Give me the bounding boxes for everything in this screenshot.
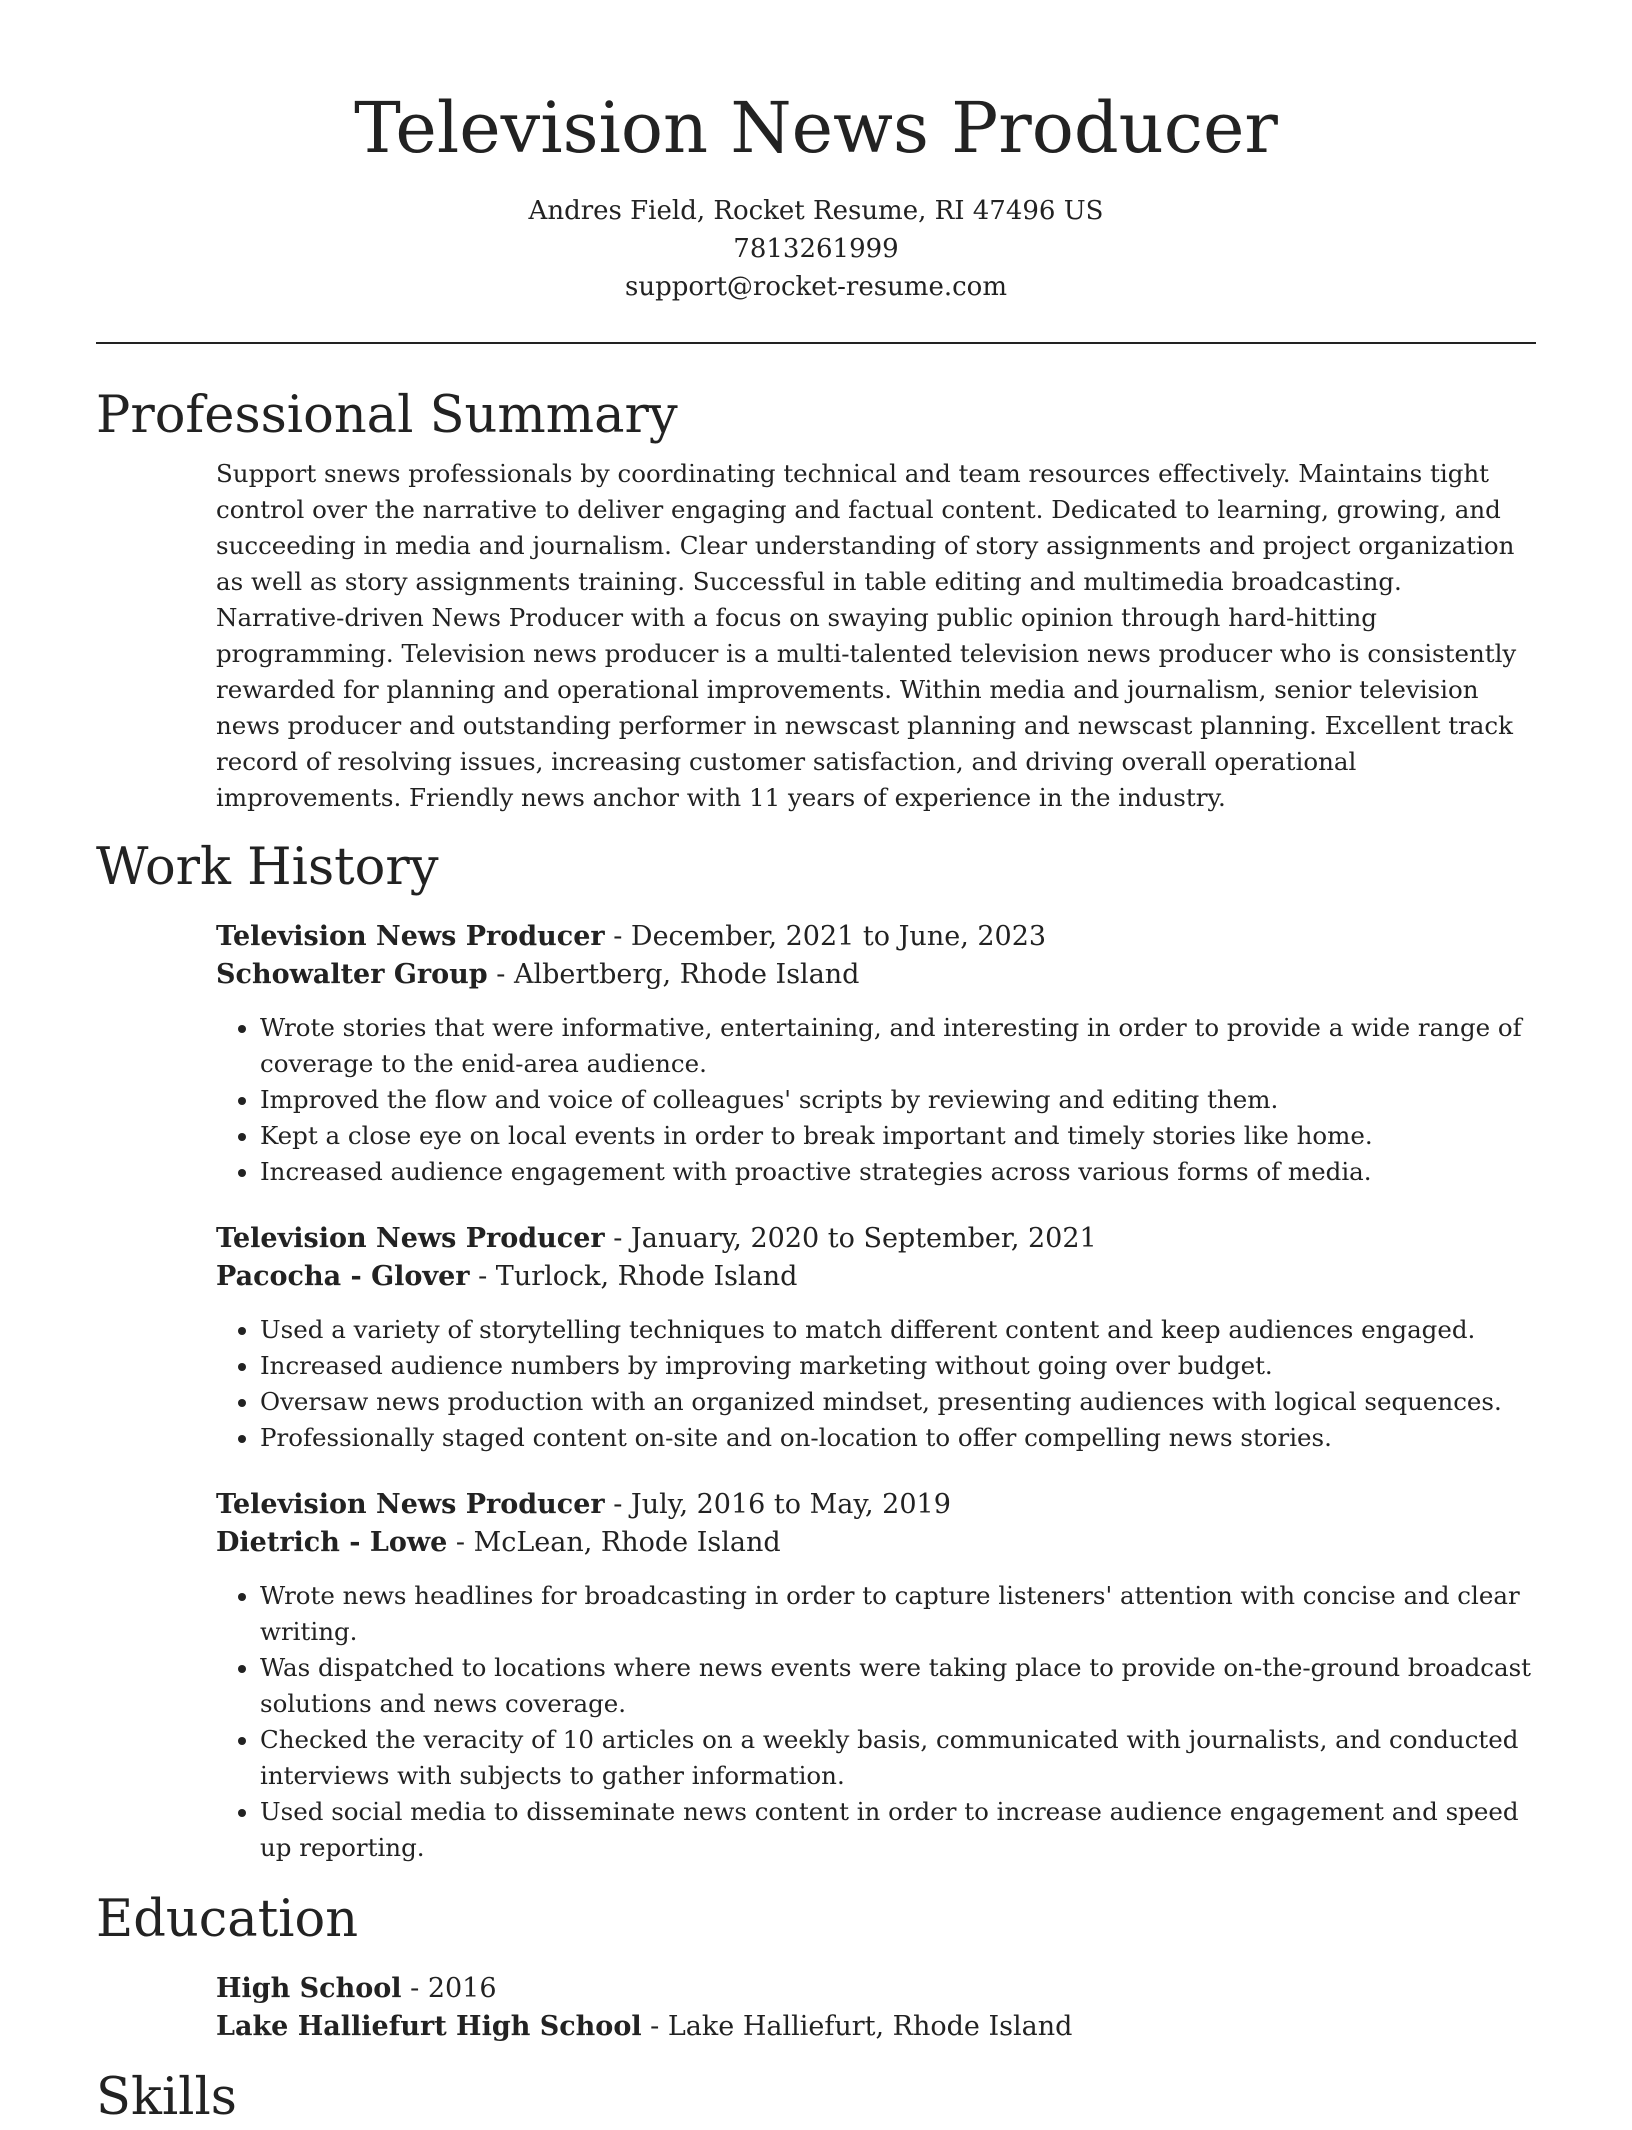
job-bullet: • Checked the veracity of 10 articles on a weekly basis, communicated with journalists, and conducted interviews with subjects to gather information. (260, 1722, 1536, 1794)
job-bullets (216, 1312, 1536, 1456)
job-location: - Turlock, Rhode Island (469, 1261, 798, 1292)
job-company-line (216, 1524, 1536, 1562)
resume-header (96, 0, 1536, 306)
job-title: Television News Producer (216, 1223, 605, 1254)
job-company: Pacocha - Glover (216, 1261, 470, 1292)
job-bullets (216, 1010, 1536, 1190)
job-entry (216, 1220, 1536, 1456)
contact-phone: 7813261999 (733, 234, 899, 264)
job-bullets (216, 1578, 1536, 1866)
summary-block (96, 456, 1536, 816)
job-company-line (216, 1258, 1536, 1296)
section-title-work-history: Work History (96, 838, 439, 897)
job-bullet: • Used a variety of storytelling techniques to match different content and keep audiences engaged. (260, 1312, 1536, 1348)
education-school-line (216, 2008, 1536, 2046)
job-bullet: • Oversaw news production with an organized mindset, presenting audiences with logical sequences. (260, 1384, 1536, 1420)
job-title: Television News Producer (216, 1489, 605, 1520)
job-company-line (216, 956, 1536, 994)
job-title-line (216, 918, 1536, 956)
job-entry (216, 1486, 1536, 1866)
job-title-line (216, 1486, 1536, 1524)
job-bullet: • Kept a close eye on local events in order to break important and timely stories like home. (260, 1118, 1536, 1154)
job-bullet: • Increased audience engagement with proactive strategies across various forms of media. (260, 1154, 1536, 1190)
job-dates: - December, 2021 to June, 2023 (604, 921, 1047, 952)
education-entry (96, 1970, 1536, 2046)
job-bullet: • Professionally staged content on-site and on-location to offer compelling news stories. (260, 1420, 1536, 1456)
job-bullet: • Improved the flow and voice of colleagues' scripts by reviewing and editing them. (260, 1082, 1536, 1118)
contact-email: support@rocket-resume.com (624, 272, 1007, 302)
summary-text: Support snews professionals by coordinating technical and team resources effectively. Maintains tight control over the narrative to deliver engaging and factual content. Dedicated to learning, growing, and succeeding in media and journalism. Clear understanding of story assignments and project organization as well as story assignments training. Successful in table editing and multimedia broadcasting. Narrative-driven News Producer with a focus on swaying public opinion through hard-hitting programming. Television news producer is a multi-talented television news producer who is consistently rewarded for planning and operational improvements. Within media and journalism, senior television news producer and outstanding performer in newscast planning and newscast planning. Excellent track record of resolving issues, increasing customer satisfaction, and driving overall operational improvements. Friendly news anchor with 11 years of experience in the industry. (216, 459, 1517, 812)
contact-address: Andres Field, Rocket Resume, RI 47496 US (528, 196, 1104, 226)
work-history-list (96, 918, 1536, 1866)
header-divider (96, 342, 1536, 344)
job-location: - Albertberg, Rhode Island (487, 959, 860, 990)
resume-title: Television News Producer (354, 87, 1278, 169)
education-year: - 2016 (401, 1973, 497, 2004)
job-dates: - January, 2020 to September, 2021 (604, 1223, 1097, 1254)
education-degree-line (216, 1970, 1536, 2008)
job-dates: - July, 2016 to May, 2019 (604, 1489, 951, 1520)
resume-page (96, 0, 1536, 2130)
section-title-education: Education (96, 1890, 359, 1949)
education-degree: High School (216, 1973, 402, 2004)
job-company: Dietrich - Lowe (216, 1527, 448, 1558)
job-company: Schowalter Group (216, 959, 488, 990)
section-title-summary: Professional Summary (96, 386, 678, 445)
job-entry (216, 918, 1536, 1190)
section-title-skills: Skills (96, 2068, 237, 2127)
job-title-line (216, 1220, 1536, 1258)
job-bullet: • Increased audience numbers by improving marketing without going over budget. (260, 1348, 1536, 1384)
education-location: - Lake Halliefurt, Rhode Island (641, 2011, 1073, 2042)
job-location: - McLean, Rhode Island (447, 1527, 781, 1558)
job-bullet: • Used social media to disseminate news content in order to increase audience engagement and speed up reporting. (260, 1794, 1536, 1866)
education-school: Lake Halliefurt High School (216, 2011, 642, 2042)
job-bullet: • Wrote stories that were informative, entertaining, and interesting in order to provide a wide range of coverage to the enid-area audience. (260, 1010, 1536, 1082)
job-bullet: • Was dispatched to locations where news events were taking place to provide on-the-ground broadcast solutions and news coverage. (260, 1650, 1536, 1722)
job-bullet: • Wrote news headlines for broadcasting in order to capture listeners' attention with concise and clear writing. (260, 1578, 1536, 1650)
job-title: Television News Producer (216, 921, 605, 952)
